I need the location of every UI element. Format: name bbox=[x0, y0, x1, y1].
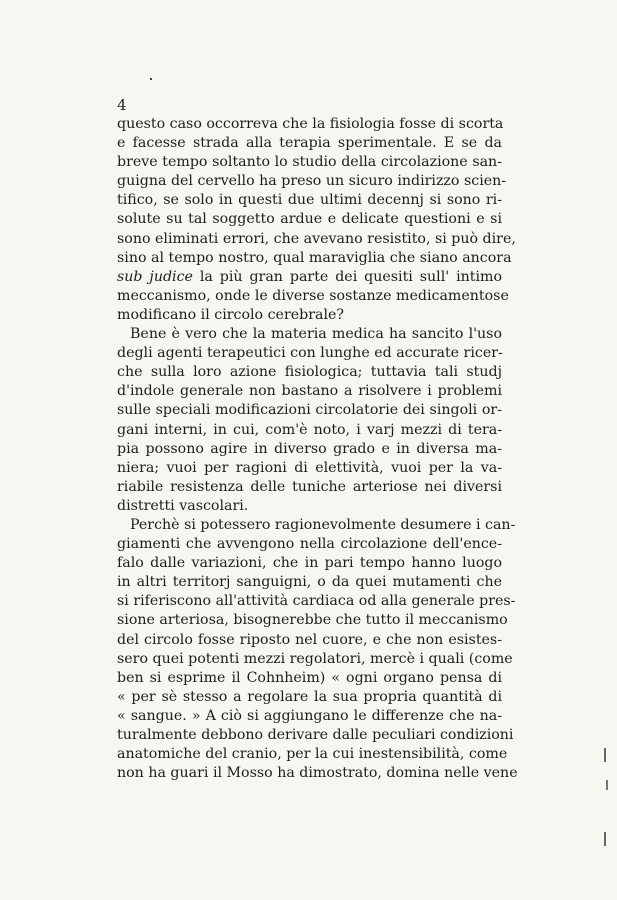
text-line: sulle speciali modificazioni circolatorie dei singoli or- bbox=[117, 402, 502, 419]
text-line: sione arteriosa, bisognerebbe che tutto il meccanismo bbox=[117, 612, 508, 629]
scan-edge-mark bbox=[604, 748, 606, 762]
text-line: « per sè stesso a regolare la sua propria quantità di bbox=[117, 688, 502, 705]
text-line bbox=[117, 268, 502, 287]
text-line: sero quei potenti mezzi regolatori, mercè i quali (come bbox=[117, 650, 513, 667]
text-line: e facesse strada alla terapia sperimentale. E se da bbox=[117, 135, 502, 152]
text-line: gani interni, in cui, com'è noto, i varj mezzi di tera- bbox=[117, 421, 502, 438]
text-line: del circolo fosse riposto nel cuore, e che non esistes- bbox=[117, 631, 502, 648]
text-line: falo dalle variazioni, che in pari tempo hanno luogo bbox=[117, 555, 502, 572]
text-line: distretti vascolari. bbox=[117, 497, 249, 514]
text-line: d'indole generale non bastano a risolvere i problemi bbox=[117, 383, 502, 400]
text-line: meccanismo, onde le diverse sostanze medicamentose bbox=[117, 287, 509, 304]
text-line: degli agenti terapeutici con lunghe ed accurate ricer- bbox=[117, 345, 503, 362]
text-line: guigna del cervello ha preso un sicuro indirizzo scien- bbox=[117, 173, 507, 190]
text-line: si riferiscono all'attività cardiaca od alla generale pres- bbox=[117, 593, 516, 610]
page-number: 4 bbox=[117, 96, 127, 114]
text-line: in altri territorj sanguigni, o da quei mutamenti che bbox=[117, 574, 502, 591]
text-line: non ha guari il Mosso ha dimostrato, domina nelle vene bbox=[117, 765, 518, 782]
text-line-rest: la più gran parte dei quesiti sull' intimo bbox=[192, 268, 502, 285]
text-line: pia possono agire in diverso grado e in diversa ma- bbox=[117, 440, 502, 457]
text-line: Bene è vero che la materia medica ha sancito l'uso bbox=[130, 326, 502, 343]
text-line: ben si esprime il Cohnheim) « ogni organo pensa di bbox=[117, 669, 502, 686]
text-line: niera; vuoi per ragioni di elettività, vuoi per la va- bbox=[117, 459, 502, 476]
text-line: giamenti che avvengono nella circolazione dell'ence- bbox=[117, 536, 502, 553]
italic-term: sub judice bbox=[117, 268, 193, 285]
text-line: Perchè si potessero ragionevolmente desumere i can- bbox=[130, 516, 516, 533]
text-line: questo caso occorreva che la fisiologia fosse di scorta bbox=[117, 116, 504, 132]
text-line: breve tempo soltanto lo studio della circolazione san- bbox=[117, 154, 502, 171]
text-line: tifico, se solo in questi due ultimi decennj si sono ri- bbox=[117, 192, 502, 209]
text-line: anatomiche del cranio, per la cui inestensibilità, come bbox=[117, 746, 508, 763]
scan-edge-mark bbox=[604, 832, 606, 846]
text-line: sono eliminati errori, che avevano resistito, si può dire, bbox=[117, 230, 516, 247]
body-text bbox=[117, 115, 518, 783]
text-line: sino al tempo nostro, qual maraviglia che siano ancora bbox=[117, 249, 512, 266]
text-line: modificano il circolo cerebrale? bbox=[117, 306, 344, 323]
scan-edge-mark bbox=[606, 780, 608, 790]
text-line: « sangue. » A ciò si aggiungano le differenze che na- bbox=[117, 707, 502, 724]
text-line: che sulla loro azione fisiologica; tuttavia tali studj bbox=[117, 364, 502, 381]
text-line: solute su tal soggetto ardue e delicate questioni e si bbox=[117, 211, 502, 228]
text-line: riabile resistenza delle tuniche arteriose nei diversi bbox=[117, 478, 502, 495]
text-line: turalmente debbono derivare dalle peculiari condizioni bbox=[117, 727, 514, 743]
scan-speck bbox=[150, 78, 152, 80]
